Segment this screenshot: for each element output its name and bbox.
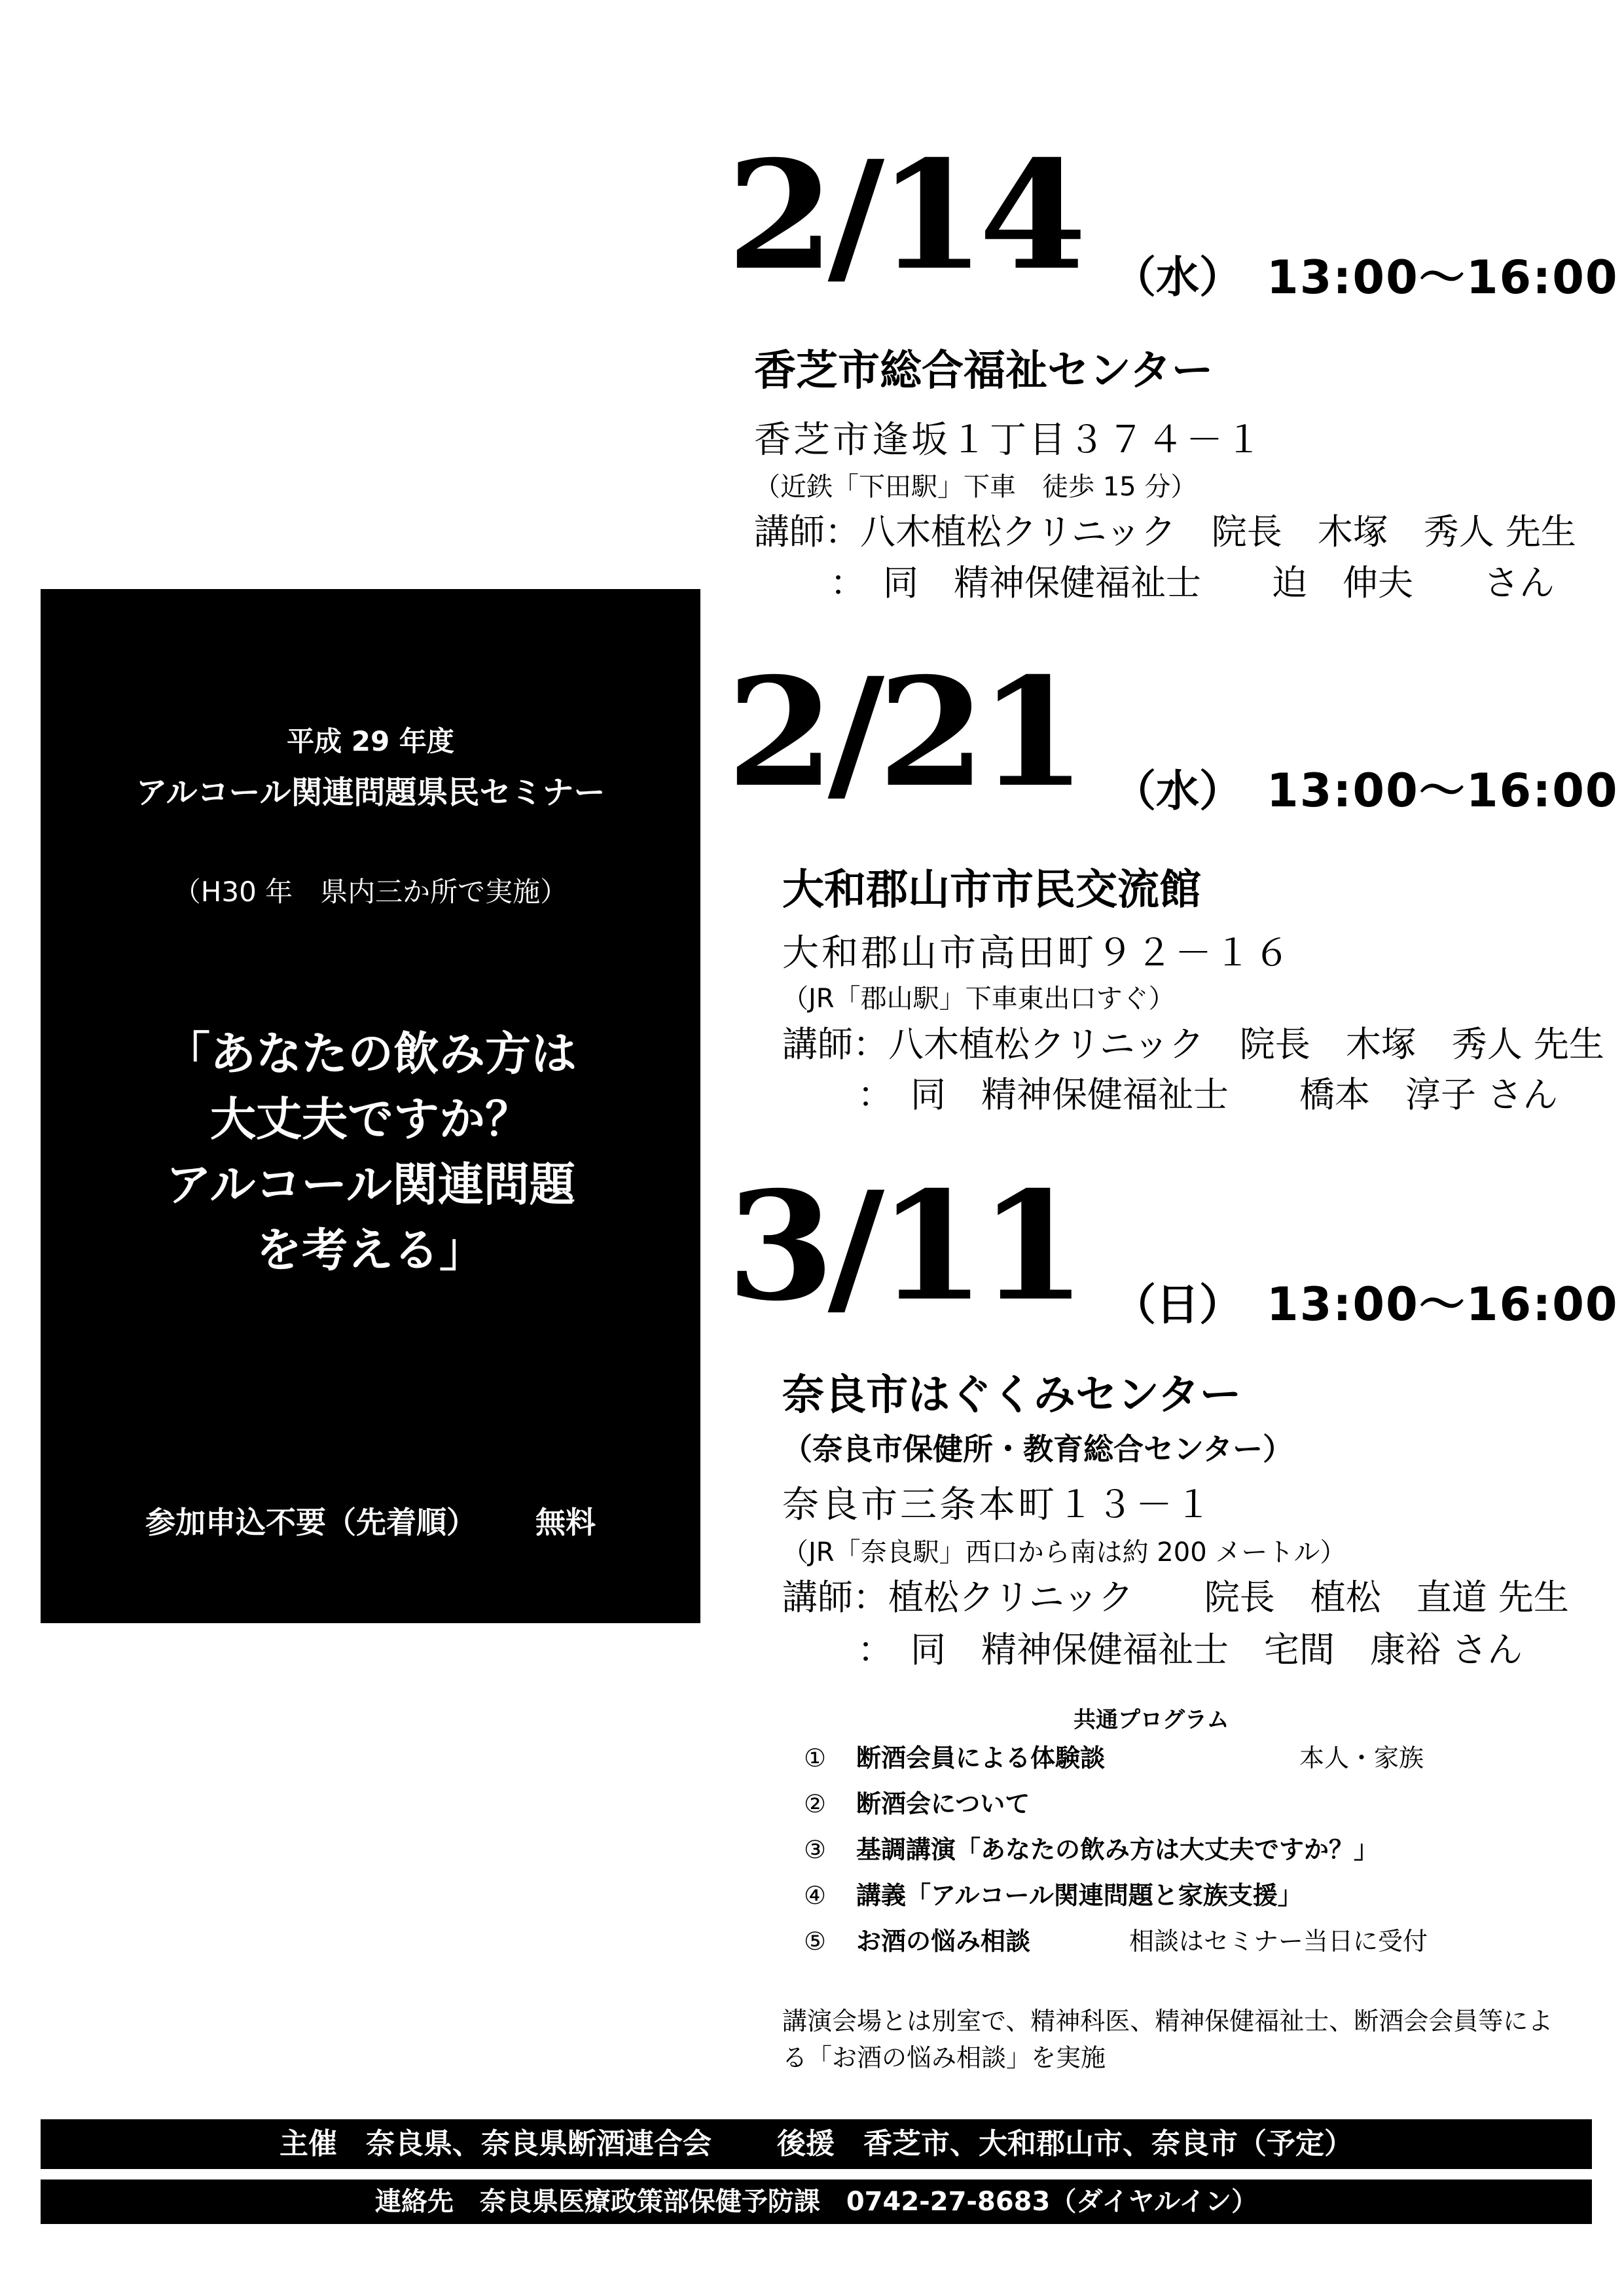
event-day-of-week: （水） bbox=[1113, 766, 1242, 816]
entry-note: 参加申込不要（先着順） bbox=[145, 1505, 477, 1540]
event-date: 2/21 bbox=[727, 645, 1080, 820]
program-item bbox=[804, 1875, 1303, 1911]
event-date: 3/11 bbox=[727, 1158, 1080, 1334]
event-time: 13:00〜16:00 bbox=[1267, 764, 1619, 817]
event-time: 13:00〜16:00 bbox=[1267, 251, 1619, 304]
event-address: 大和郡山市高田町９２－１６ bbox=[782, 932, 1293, 975]
event-time: 13:00〜16:00 bbox=[1267, 1278, 1619, 1331]
program-item-text: 断酒会について bbox=[856, 1789, 1030, 1818]
event-access: （JR「奈良駅」西口から南は約 200 メートル） bbox=[782, 1537, 1346, 1568]
event-lecturer: 講師：植松クリニック 院長 植松 直道 先生 bbox=[782, 1577, 1569, 1618]
seminar-title-line: 大丈夫ですか？ bbox=[210, 1092, 531, 1146]
organizer-bar bbox=[41, 2119, 1592, 2169]
event-lecturer: 講師：八木植松クリニック 院長 木塚 秀人 先生 bbox=[782, 1024, 1604, 1065]
program-item-number: ① bbox=[804, 1744, 827, 1772]
event-day-of-week: （日） bbox=[1113, 1280, 1242, 1330]
fiscal-year: 平成 29 年度 bbox=[287, 725, 454, 757]
program-item-note: 相談はセミナー当日に受付 bbox=[1129, 1927, 1428, 1956]
program-item-text: 基調講演「あなたの飲み方は大丈夫ですか？」 bbox=[856, 1835, 1379, 1864]
seminar-info-panel bbox=[41, 589, 700, 1623]
fee-label: 無料 bbox=[535, 1505, 596, 1540]
contact-text: 連絡先 奈良県医療政策部保健予防課 0742-27-8683（ダイヤルイン） bbox=[374, 2187, 1258, 2217]
program-title: 共通プログラム bbox=[1074, 1707, 1229, 1733]
program-item-number: ③ bbox=[804, 1835, 827, 1864]
series-note: （H30 年 県内三か所で実施） bbox=[173, 876, 568, 908]
seminar-title-line: アルコール関連問題 bbox=[166, 1158, 575, 1211]
event-date: 2/14 bbox=[727, 128, 1080, 303]
seminar-title-line: 「あなたの飲み方は bbox=[164, 1027, 577, 1081]
counseling-remark: 講演会場とは別室で、精神科医、精神保健福祉士、断酒会会員等による「お酒の悩み相談」を実施 bbox=[782, 2007, 1553, 2072]
program-item-number: ④ bbox=[804, 1881, 827, 1910]
event-lecturer: ： 同 精神保健福祉士 橋本 淳子 さん bbox=[857, 1074, 1559, 1115]
program-item bbox=[804, 1738, 1105, 1774]
program-item bbox=[804, 1784, 1030, 1820]
program-item-text: 断酒会員による体験談 bbox=[856, 1744, 1106, 1772]
event-access: （JR「郡山駅」下車東出口すぐ） bbox=[782, 984, 1175, 1014]
program-item-number: ② bbox=[804, 1789, 827, 1818]
event-lecturer: 講師：八木植松クリニック 院長 木塚 秀人 先生 bbox=[754, 511, 1576, 552]
event-venue: 大和郡山市市民交流館 bbox=[782, 866, 1201, 914]
event-day-of-week: （水） bbox=[1113, 252, 1242, 302]
program-item bbox=[804, 1921, 1030, 1957]
support-text: 後援 香芝市、大和郡山市、奈良市（予定） bbox=[777, 2127, 1353, 2161]
host-text: 主催 奈良県、奈良県断酒連合会 bbox=[280, 2127, 712, 2161]
event-lecturer: ： 同 精神保健福祉士 宅間 康裕 さん bbox=[857, 1629, 1523, 1670]
program-item bbox=[804, 1829, 1379, 1865]
program-item-number: ⑤ bbox=[804, 1927, 827, 1956]
contact-bar bbox=[41, 2179, 1592, 2224]
program-item-text: 講義「アルコール関連問題と家族支援」 bbox=[856, 1881, 1303, 1910]
entry-fee-line bbox=[41, 1499, 700, 1542]
event-lecturer: ： 同 精神保健福祉士 迫 伸夫 さん bbox=[830, 562, 1555, 603]
event-address: 香芝市逢坂１丁目３７４－１ bbox=[754, 419, 1265, 461]
seminar-title-line: を考える」 bbox=[256, 1223, 485, 1277]
event-address: 奈良市三条本町１３－１ bbox=[782, 1484, 1214, 1526]
program-item-note: 本人・家族 bbox=[1299, 1744, 1424, 1772]
event-access: （近鉄「下田駅」下車 徒歩 15 分） bbox=[754, 472, 1197, 502]
program-item-text: お酒の悩み相談 bbox=[856, 1927, 1031, 1956]
event-venue: 香芝市総合福祉センター bbox=[754, 347, 1214, 395]
series-title: アルコール関連問題県民セミナー bbox=[135, 774, 605, 811]
event-venue: 奈良市はぐくみセンター bbox=[782, 1371, 1242, 1420]
event-venue-sub: （奈良市保健所・教育総合センター） bbox=[782, 1431, 1293, 1467]
